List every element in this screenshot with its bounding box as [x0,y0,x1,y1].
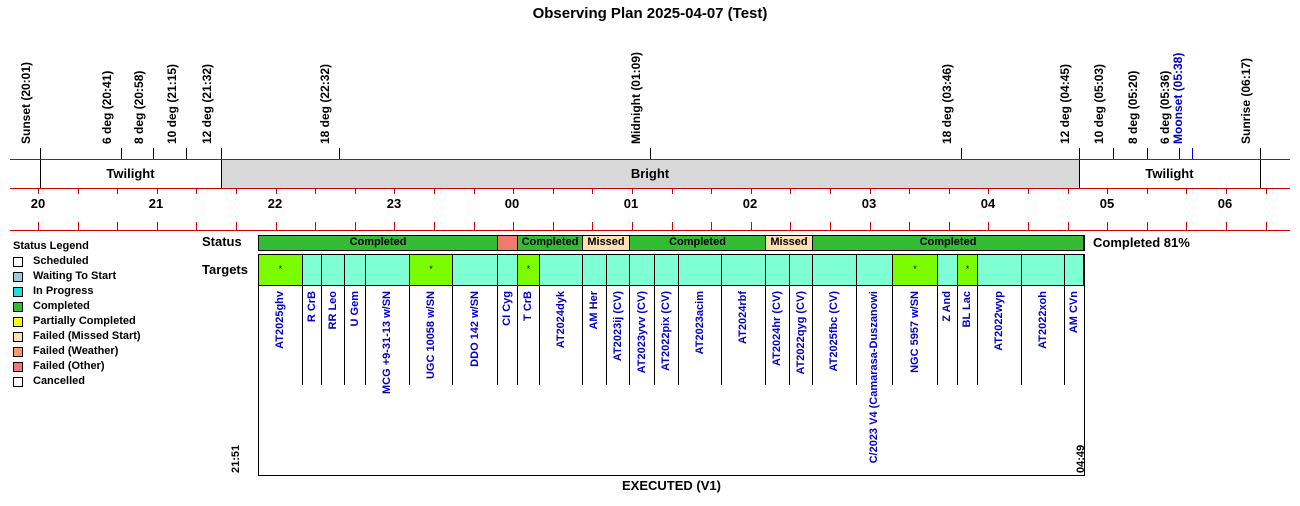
event-label: 12 deg (21:32) [200,63,214,144]
band-tick [196,188,197,194]
hour-tick [157,222,158,230]
event-tick [1192,148,1193,159]
hour-tick [909,222,910,230]
band-tick [592,188,593,194]
hour-tick [711,222,712,230]
target-name[interactable]: CI Cyg [501,291,513,326]
target-cell[interactable] [303,255,322,285]
band-tick [276,188,277,194]
target-name[interactable]: AT2024hr (CV) [771,291,783,366]
legend-swatch [13,272,23,282]
target-name-column[interactable] [345,286,366,385]
hour-tick [1107,222,1108,230]
target-name[interactable]: AT2022xoh [1037,291,1049,349]
target-name-column[interactable] [453,286,498,385]
hour-tick [117,222,118,230]
hour-tick [78,222,79,230]
target-name-column[interactable] [540,286,583,385]
target-name[interactable]: AT2022pix (CV) [660,291,672,371]
target-cell[interactable] [322,255,345,285]
band-tick [236,188,237,194]
event-tick [221,148,222,159]
legend-title: Status Legend [13,240,89,252]
legend-swatch [13,302,23,312]
target-cell[interactable] [498,255,518,285]
legend-item-label: Waiting To Start [33,270,117,282]
target-name-column[interactable] [722,286,766,385]
target-name-column[interactable] [518,286,540,385]
hour-tick [276,222,277,230]
event-tick [1147,148,1148,159]
event-label: 18 deg (22:32) [318,63,332,144]
band-tick [988,188,989,194]
event-tick [1113,148,1114,159]
hour-tick [553,222,554,230]
target-cell[interactable] [540,255,583,285]
event-tick [40,148,41,159]
target-cell[interactable] [607,255,630,285]
start-time: 21:51 [230,444,242,473]
legend-item-label: Partially Completed [33,315,136,327]
event-label: Sunset (20:01) [19,61,33,144]
hour-tick [355,222,356,230]
legend-item-label: Failed (Missed Start) [33,330,141,342]
legend-item-label: Completed [33,300,90,312]
hour-label: 04 [980,196,996,211]
target-name[interactable]: AT2025fbc (CV) [828,291,840,372]
target-cell[interactable] [679,255,722,285]
event-tick [1260,148,1261,159]
hour-tick [751,222,752,230]
target-name-column[interactable] [655,286,679,385]
status-segment[interactable]: Completed [813,236,1084,250]
band-tick [751,188,752,194]
footer-label: EXECUTED (V1) [622,478,721,493]
hour-tick [394,222,395,230]
status-segment[interactable]: Completed [630,236,766,250]
band-tick [394,188,395,194]
hour-tick [1226,222,1227,230]
target-name[interactable]: AT2022qyg (CV) [795,291,807,375]
target-name[interactable]: AT2023yvv (CV) [636,291,648,374]
target-name[interactable]: T CrB [522,291,534,321]
legend-item-label: Failed (Other) [33,360,105,372]
target-cell[interactable] [583,255,607,285]
hour-tick [949,222,950,230]
event-label: 8 deg (05:20) [1126,70,1140,144]
target-name-column[interactable] [790,286,813,385]
target-name-column[interactable] [303,286,322,385]
event-label: Moonset (05:38) [1171,52,1185,144]
hour-tick [1068,222,1069,230]
event-tick [121,148,122,159]
hour-tick [434,222,435,230]
legend-item-label: Failed (Weather) [33,345,119,357]
target-name[interactable]: RR Leo [327,291,339,330]
event-tick [186,148,187,159]
band-tick [1068,188,1069,194]
hour-label: 02 [742,196,758,211]
target-name[interactable]: AM Her [588,291,600,330]
target-name-column[interactable] [607,286,630,385]
target-cell[interactable] [1022,255,1065,285]
target-name-column[interactable] [857,286,893,464]
band-tick [1028,188,1029,194]
event-tick [153,148,154,159]
event-label: Midnight (01:09) [629,52,643,144]
target-name-column[interactable] [322,286,345,385]
event-label: Sunrise (06:17) [1239,57,1253,144]
event-tick [961,148,962,159]
hour-tick [988,222,989,230]
status-row-label: Status [202,234,242,249]
hour-tick [315,222,316,230]
band-tick [117,188,118,194]
target-name-column[interactable] [1065,286,1084,385]
target-cell[interactable] [453,255,498,285]
target-name[interactable]: C/2023 V4 (Camarasa-Duszanowi [868,291,880,464]
status-segment[interactable]: Completed [518,236,583,250]
target-name[interactable]: AT2023acim [694,291,706,355]
event-tick [339,148,340,159]
hour-tick [513,222,514,230]
legend-swatch [13,257,23,267]
legend-item-label: Cancelled [33,375,85,387]
legend-swatch [13,287,23,297]
target-cell[interactable]: * [259,255,303,285]
target-name-column[interactable] [978,286,1022,385]
target-name[interactable]: U Gem [349,291,361,327]
target-name[interactable]: UGC 10058 w/SN [425,291,437,380]
target-cell[interactable] [722,255,766,285]
target-name-column[interactable] [366,286,410,395]
hour-tick [830,222,831,230]
target-cell[interactable] [766,255,790,285]
band-tick [157,188,158,194]
plan-title: Observing Plan 2025-04-07 (Test) [532,5,768,22]
target-name-column[interactable] [813,286,857,385]
legend-swatch [13,362,23,372]
target-name[interactable]: BL Lac [961,291,973,328]
status-segment[interactable] [498,236,518,250]
target-name-column[interactable] [583,286,607,385]
hour-tick [592,222,593,230]
hour-label: 01 [623,196,639,211]
target-cell[interactable] [978,255,1022,285]
band-tick [1186,188,1187,194]
band-tick [474,188,475,194]
target-cell[interactable] [938,255,958,285]
hour-label: 06 [1217,196,1233,211]
band-twilight-right: Twilight [1145,166,1194,181]
hour-tick [196,222,197,230]
hour-tick [672,222,673,230]
event-tick [650,148,651,159]
target-name[interactable]: AM CVn [1068,291,1080,334]
target-name[interactable]: AT2025ghv [274,291,286,349]
legend-swatch [13,317,23,327]
hour-label: 22 [267,196,283,211]
hour-tick [790,222,791,230]
hour-tick [1028,222,1029,230]
band-tick [553,188,554,194]
band-tick [1107,188,1108,194]
hour-label: 05 [1099,196,1115,211]
band-tick [78,188,79,194]
band-bottom-line [10,188,1290,189]
band-tick [1226,188,1227,194]
event-label: 12 deg (04:45) [1058,63,1072,144]
hour-label: 23 [386,196,402,211]
band-twilight-left: Twilight [106,166,155,181]
target-name-column[interactable] [958,286,978,385]
target-cell[interactable]: * [410,255,453,285]
band-tick [38,188,39,194]
hour-tick [1266,222,1267,230]
target-name-column[interactable] [259,286,303,385]
band-tick [434,188,435,194]
band-tick [513,188,514,194]
target-cell[interactable]: * [518,255,540,285]
event-tick [1079,148,1080,159]
hour-tick [474,222,475,230]
completed-summary: Completed 81% [1093,235,1190,250]
target-name-column[interactable] [679,286,722,385]
hour-axis-line [10,230,1290,231]
target-name[interactable]: AT2024dyk [555,291,567,349]
target-cell[interactable] [790,255,813,285]
target-cell[interactable] [813,255,857,285]
target-cell[interactable]: * [958,255,978,285]
event-label: 8 deg (20:58) [132,70,146,144]
sunrise-line [1260,160,1261,188]
event-label: 6 deg (05:36) [1158,70,1172,144]
target-cell[interactable] [857,255,893,285]
hour-tick [632,222,633,230]
event-tick [1179,148,1180,159]
event-label: 6 deg (20:41) [100,70,114,144]
target-name-column[interactable] [766,286,790,385]
target-name-column[interactable] [498,286,518,385]
band-tick [672,188,673,194]
band-bright: Bright [630,166,670,181]
band-tick [790,188,791,194]
hour-tick [236,222,237,230]
band-tick [355,188,356,194]
target-name[interactable]: MCG +9-31-13 w/SN [381,291,393,395]
status-segment[interactable]: Missed [583,236,630,250]
target-name[interactable]: AT2022wyp [993,291,1005,351]
hour-tick [870,222,871,230]
legend-swatch [13,377,23,387]
target-name-column[interactable] [630,286,655,385]
band-tick [1147,188,1148,194]
target-name-column[interactable] [938,286,958,385]
target-name-column[interactable] [893,286,938,385]
legend-item-label: Scheduled [33,255,89,267]
band-tick [909,188,910,194]
target-cell[interactable] [1065,255,1084,285]
target-name-column[interactable] [1022,286,1065,385]
end-time: 04:49 [1075,444,1087,473]
target-name[interactable]: Z And [941,291,953,322]
hour-label: 00 [504,196,520,211]
target-name[interactable]: NGC 5957 w/SN [909,291,921,373]
band-tick [632,188,633,194]
event-label: 18 deg (03:46) [940,63,954,144]
target-name[interactable]: AT2023ij (CV) [612,291,624,362]
band-tick [1266,188,1267,194]
hour-label: 21 [148,196,164,211]
hour-tick [38,222,39,230]
band-tick [711,188,712,194]
target-cell[interactable] [345,255,366,285]
targets-row-label: Targets [202,262,248,277]
hour-tick [1186,222,1187,230]
target-cell[interactable] [366,255,410,285]
target-cell[interactable] [630,255,655,285]
band-tick [949,188,950,194]
target-cell[interactable]: * [893,255,938,285]
target-cell[interactable] [655,255,679,285]
target-name-column[interactable] [410,286,453,385]
event-label: 10 deg (21:15) [165,63,179,144]
legend-swatch [13,332,23,342]
event-label: 10 deg (05:03) [1092,63,1106,144]
target-name[interactable]: R CrB [306,291,318,323]
hour-label: 03 [861,196,877,211]
band-tick [870,188,871,194]
hour-label: 20 [30,196,46,211]
status-segment[interactable]: Completed [259,236,498,250]
status-segment[interactable]: Missed [766,236,813,250]
hour-tick [1147,222,1148,230]
band-tick [830,188,831,194]
legend-swatch [13,347,23,357]
band-tick [315,188,316,194]
legend-item-label: In Progress [33,285,94,297]
target-name[interactable]: AT2024rbf [737,291,749,344]
target-name[interactable]: DDO 142 w/SN [469,291,481,367]
